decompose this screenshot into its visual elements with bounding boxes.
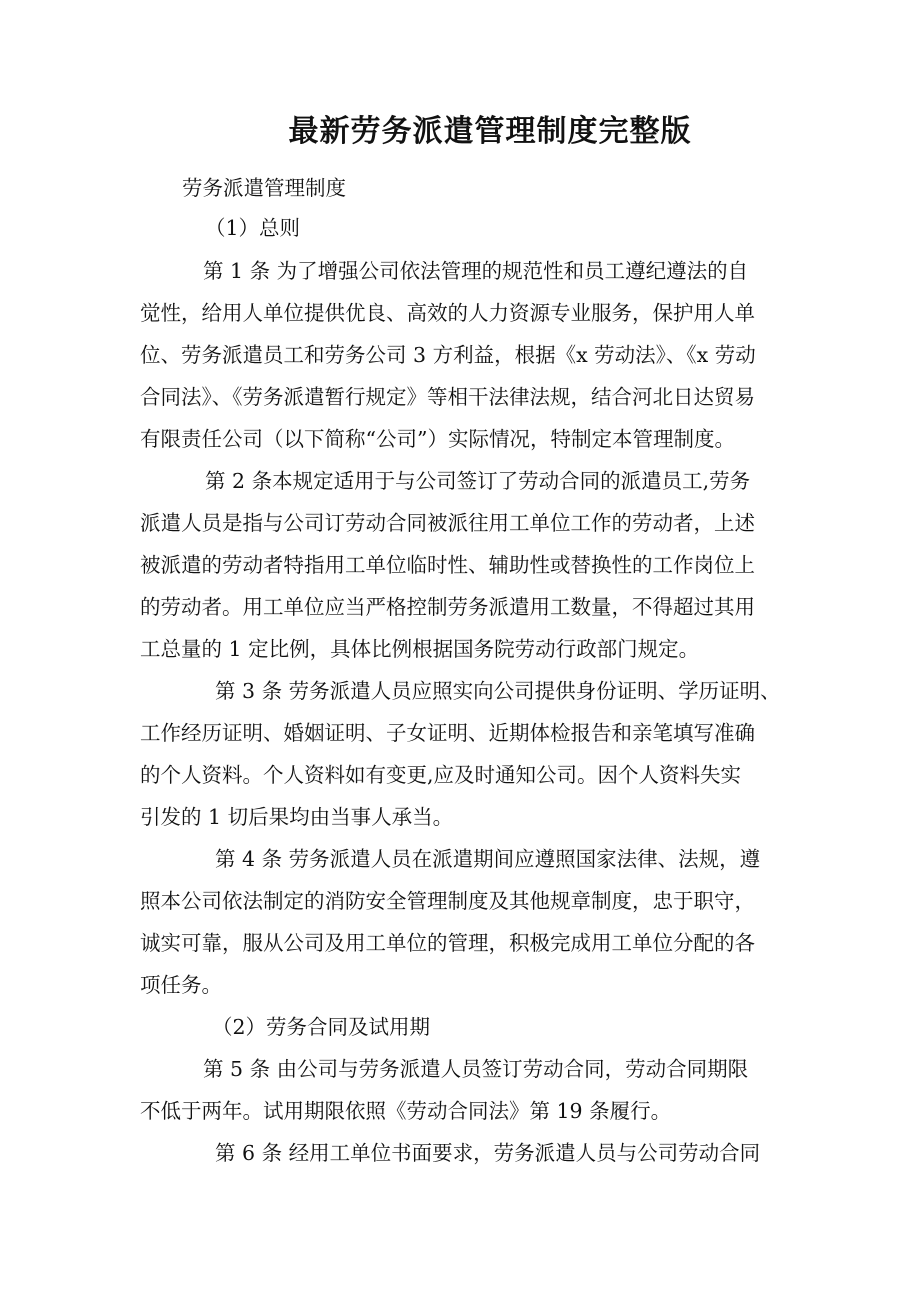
paragraph-line: 工作经历证明、婚姻证明、子女证明、近期体检报告和亲笔填写准确 — [140, 721, 755, 745]
paragraph-line: 第 5 条 由公司与劳务派遣人员签订劳动合同，劳动合同期限 — [203, 1057, 749, 1081]
paragraph-line: 诚实可靠，服从公司及用工单位的管理，积极完成用工单位分配的各 — [140, 931, 755, 955]
paragraph-line: 第 4 条 劳务派遣人员在派遣期间应遵照国家法律、法规，遵 — [215, 847, 761, 871]
subsection-heading: （1）总则 — [205, 216, 301, 240]
paragraph-line: 第 3 条 劳务派遣人员应照实向公司提供身份证明、学历证明、 — [215, 679, 781, 703]
paragraph-line: 觉性，给用人单位提供优良、高效的人力资源专业服务，保护用人单 — [140, 301, 755, 325]
paragraph-line: 的个人资料。个人资料如有变更,应及时通知公司。因个人资料失实 — [140, 763, 742, 787]
paragraph-line: 位、劳务派遣员工和劳务公司 3 方利益，根据《x 劳动法》、《x 劳动 — [140, 343, 756, 367]
paragraph-line: 有限责任公司（以下简称“公司”）实际情况，特制定本管理制度。 — [140, 427, 735, 451]
document-title: 最新劳务派遣管理制度完整版 — [288, 114, 692, 149]
paragraph-line: 被派遣的劳动者特指用工单位临时性、辅助性或替换性的工作岗位上 — [140, 553, 755, 577]
paragraph-line: 派遣人员是指与公司订劳动合同被派往用工单位工作的劳动者，上述 — [140, 511, 755, 535]
paragraph-line: 项任务。 — [140, 973, 222, 997]
paragraph-line: 照本公司依法制定的消防安全管理制度及其他规章制度，忠于职守， — [140, 889, 755, 913]
paragraph-line: 不低于两年。试用期限依照《劳动合同法》第 19 条履行。 — [140, 1099, 672, 1123]
paragraph-line: 工总量的 1 定比例，具体比例根据国务院劳动行政部门规定。 — [140, 637, 700, 661]
paragraph-line: 引发的 1 切后果均由当事人承当。 — [140, 805, 454, 829]
paragraph-line: 的劳动者。用工单位应当严格控制劳务派遣用工数量，不得超过其用 — [140, 595, 755, 619]
paragraph-line: 合同法》、《劳务派遣暂行规定》等相干法律法规，结合河北日达贸易 — [140, 385, 755, 409]
subsection-heading: （2）劳务合同及试用期 — [212, 1015, 431, 1039]
section-heading: 劳务派遣管理制度 — [182, 176, 346, 200]
paragraph-line: 第 1 条 为了增强公司依法管理的规范性和员工遵纪遵法的自 — [203, 259, 749, 283]
paragraph-line: 第 2 条本规定适用于与公司签订了劳动合同的派遣员工,劳务 — [205, 469, 751, 493]
paragraph-line: 第 6 条 经用工单位书面要求，劳务派遣人员与公司劳动合同 — [215, 1141, 761, 1165]
